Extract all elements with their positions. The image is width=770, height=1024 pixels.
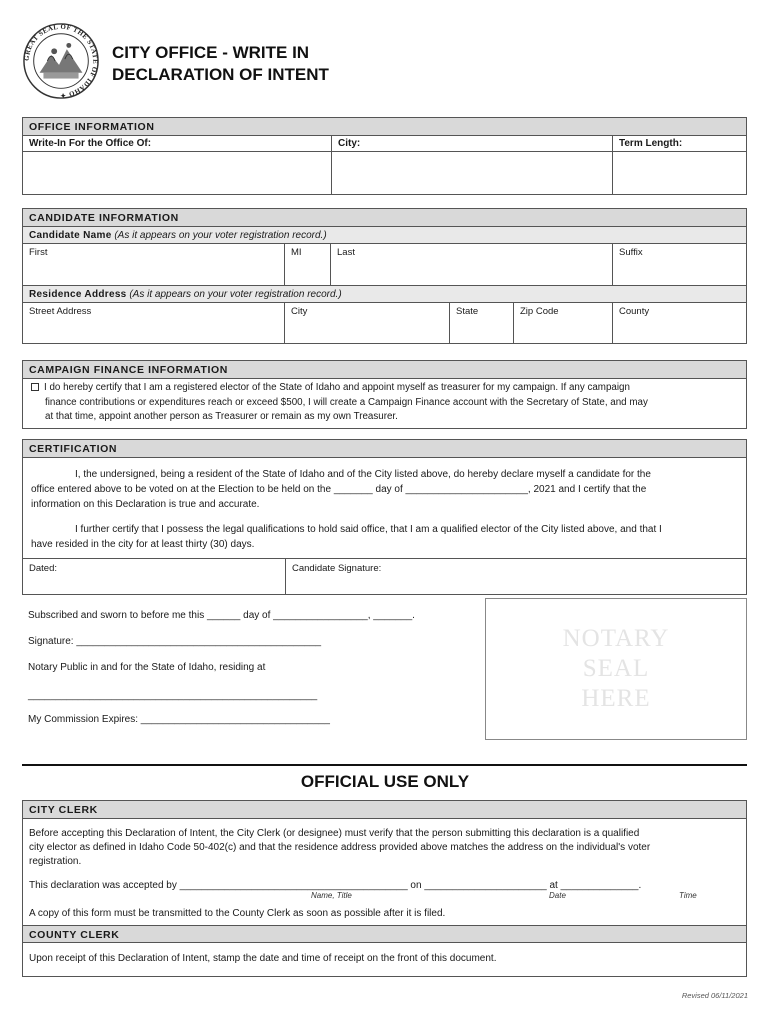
city-clerk-section [22,800,747,977]
street-address-field[interactable] [23,303,285,343]
seal-text-2: SEAL [582,655,650,682]
page-title [112,42,329,86]
caption-name-title: Name, Title [311,891,352,900]
section-header: CERTIFICATION [23,440,746,458]
finance-text-1: I do hereby certify that I am a registered elector of the State of Idaho and appoint myself as treasurer for my campaign. If any campaign [44,382,630,393]
mi-field[interactable] [285,244,331,285]
city-input[interactable] [332,152,613,194]
cert-text-1: I, the undersigned, being a resident of the State of Idaho and of the City listed above, do hereby declare myself a candidate for the [75,469,651,480]
county-label: County [619,306,650,317]
street-label: Street Address [29,306,92,317]
notary-residing-line: Notary Public in and for the State of Idaho, residing at [28,662,266,673]
finance-text-2: finance contributions or expenditures reach or exceed $500, I will create a Campaign Finance account with the Secretary of State, and may [45,396,648,408]
divider [22,764,747,766]
county-clerk-text: Upon receipt of this Declaration of Intent, stamp the date and time of receipt on the front of this document. [29,953,497,964]
suffix-field[interactable] [613,244,746,285]
cert-text-3: information on this Declaration is true and accurate. [31,499,260,510]
term-length-input[interactable] [613,152,746,194]
notary-residence-blank: ____________________________________________________ [28,690,318,701]
official-use-title: OFFICIAL USE ONLY [300,772,470,791]
notary-signature-line: Signature: ____________________________________________ [28,636,322,647]
caption-time: Time [679,891,697,900]
candidate-information-section [22,208,747,344]
finance-text-3: at that time, appoint another person as Treasurer or remain as my own Treasurer. [45,411,398,422]
cert-text-2: office entered above to be voted on at the Election to be held on the _______ day of ______________________, 2021 and I certify that the [31,484,647,495]
candidate-signature-field[interactable] [286,559,746,594]
term-length-label: Term Length: [619,138,683,149]
city-field[interactable] [285,303,450,343]
candidate-name-label: Candidate Name [29,230,112,241]
campaign-finance-section [22,360,747,429]
county-field[interactable] [613,303,746,343]
residence-address-subheader [23,286,746,303]
state-field[interactable] [450,303,514,343]
clerk-text-1: Before accepting this Declaration of Intent, the City Clerk (or designee) must verify that the person submitting this declaration is a qualified [29,828,640,839]
dated-field[interactable] [23,559,286,594]
caption-date: Date [549,891,566,900]
suffix-label: Suffix [619,247,643,258]
candidate-name-note: (As it appears on your voter registration record.) [114,230,327,241]
accepted-by-line: This declaration was accepted by _________________________________________ on ______________________ at ______________. [29,880,642,891]
office-label: Write-In For the Office Of: [23,136,332,151]
copy-note: A copy of this form must be transmitted to the County Clerk as soon as possible after it is filed. [29,908,446,919]
county-clerk-header: COUNTY CLERK [23,925,746,943]
section-header: CAMPAIGN FINANCE INFORMATION [23,361,746,379]
title-line-2: DECLARATION OF INTENT [112,65,329,84]
title-line-1: CITY OFFICE - WRITE IN [112,43,310,62]
last-label: Last [337,247,355,258]
zip-code-field[interactable] [514,303,613,343]
cert-text-5: have resided in the city for at least thirty (30) days. [31,539,255,550]
seal-text-1: NOTARY [562,625,670,652]
residence-label: Residence Address [29,289,127,300]
city-label: City: [332,136,613,151]
candidate-name-subheader [23,227,746,244]
office-information-section [22,117,747,195]
revised-date: Revised 06/11/2021 [681,991,748,1000]
first-name-field[interactable] [23,244,285,285]
signature-label: Candidate Signature: [292,563,382,574]
mi-label: MI [291,247,302,258]
clerk-text-2: city elector as defined in Idaho Code 50-402(c) and that the residence address provided above matches the address on the individual's voter [29,842,651,853]
zip-label: Zip Code [520,306,559,317]
residence-note: (As it appears on your voter registration record.) [129,289,342,300]
sworn-line: Subscribed and sworn to before me this ______ day of _________________, _______. [28,610,415,621]
commission-expires-line: My Commission Expires: __________________________________ [28,714,330,725]
first-label: First [29,247,48,258]
cert-text-4: I further certify that I possess the legal qualifications to hold said office, that I am a qualified elector of the City listed above, and that I [75,524,662,535]
office-input[interactable] [23,152,332,194]
section-header: OFFICE INFORMATION [23,118,746,136]
state-seal-logo [22,22,100,100]
dated-label: Dated: [29,563,57,574]
section-header: CANDIDATE INFORMATION [23,209,746,227]
state-label: State [456,306,479,317]
clerk-text-3: registration. [29,856,82,867]
treasurer-checkbox[interactable] [31,383,39,391]
svg-text:GREAT SEAL OF THE STATE OF IDA: GREAT SEAL OF THE STATE OF IDAHO ✦ [23,23,99,99]
seal-text-3: HERE [581,685,651,712]
notary-seal-box [485,598,747,740]
certification-section [22,439,747,595]
section-header: CITY CLERK [23,801,746,819]
last-name-field[interactable] [331,244,613,285]
res-city-label: City [291,306,308,317]
